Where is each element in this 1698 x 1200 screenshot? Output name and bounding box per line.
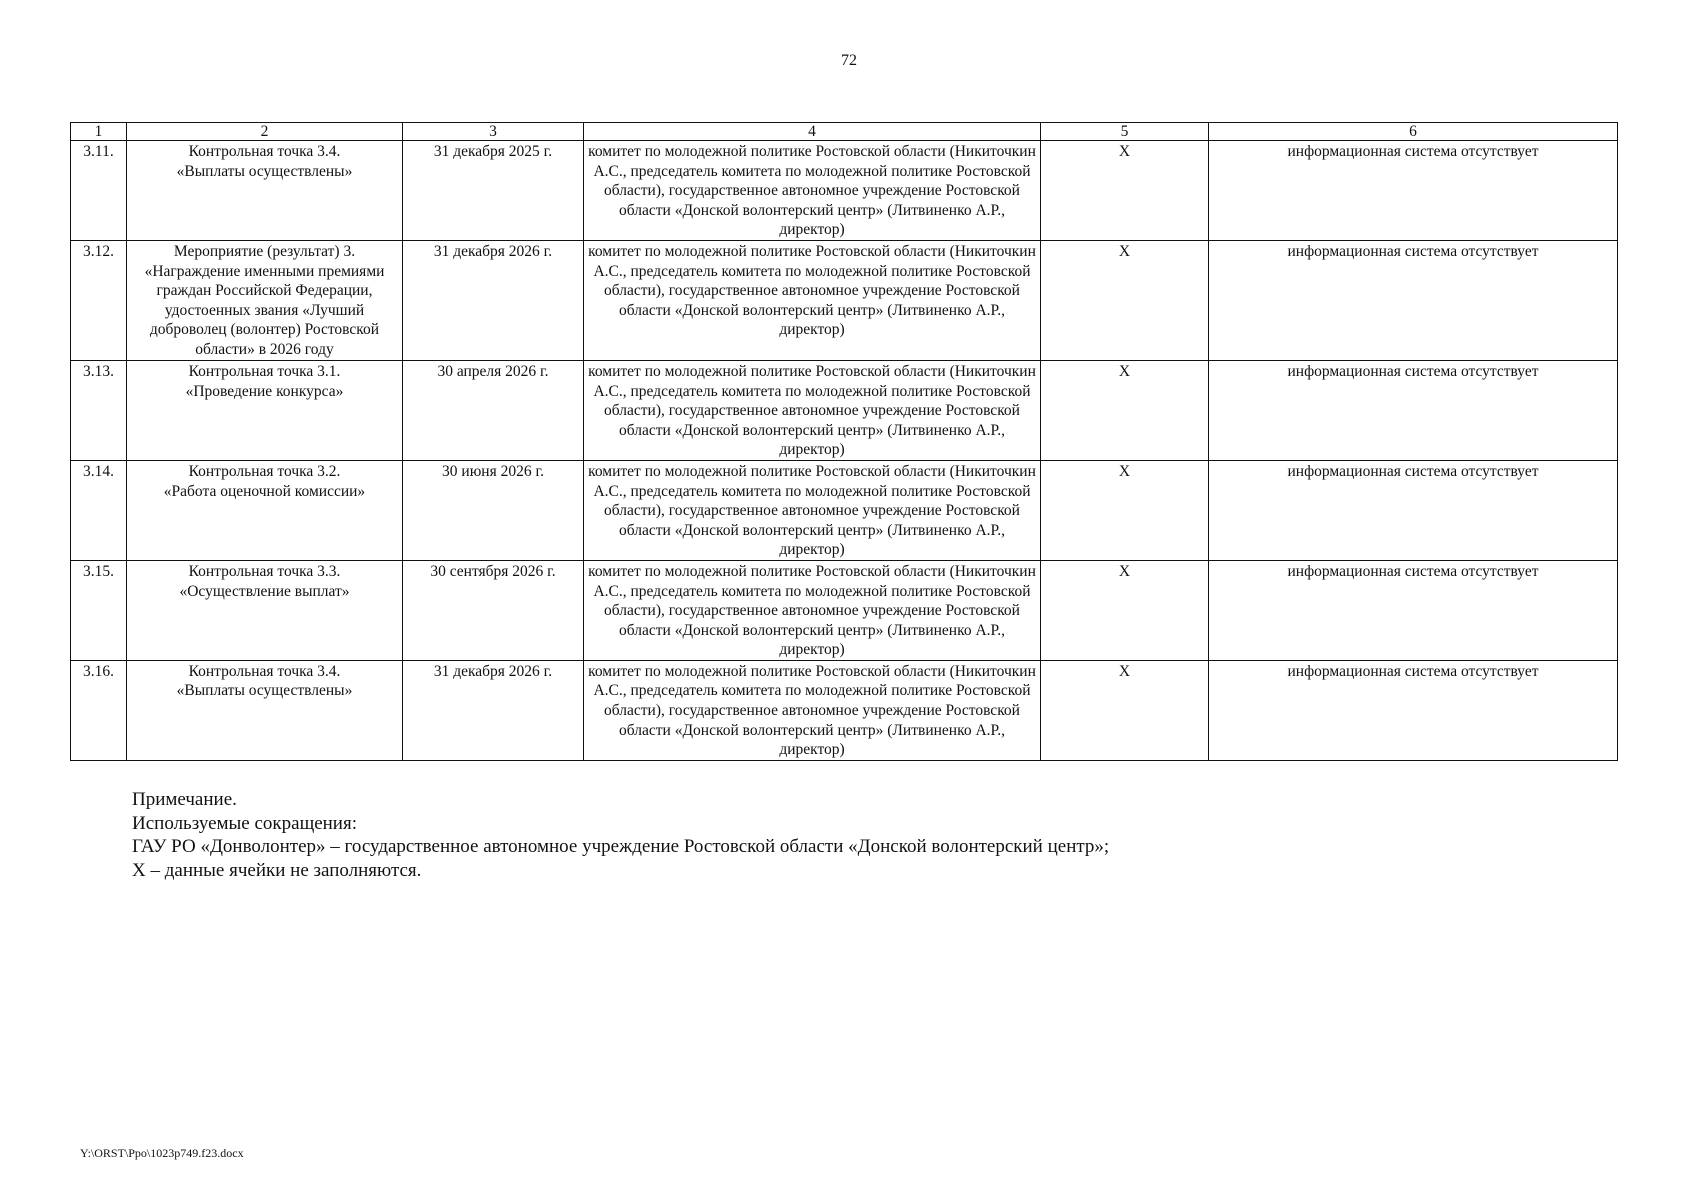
table-row: [71, 460, 1618, 560]
event-name-cell: Контрольная точка 3.3. «Осуществление выплат»: [127, 560, 403, 660]
row-number-cell: 3.11.: [71, 141, 127, 241]
responsible-cell: комитет по молодежной политике Ростовской области (Никиточкин А.С., председатель комитета по молодежной политике Ростовской области), государственное автономное учреждение Ростовской области «Донской волонтерский центр» (Литвиненко А.Р., директор): [584, 460, 1041, 560]
info-system-cell: информационная система отсутствует: [1209, 560, 1618, 660]
abbreviations-heading: Используемые сокращения:: [132, 812, 357, 834]
responsible-cell: комитет по молодежной политике Ростовской области (Никиточкин А.С., председатель комитета по молодежной политике Ростовской области), государственное автономное учреждение Ростовской области «Донской волонтерский центр» (Литвиненко А.Р., директор): [584, 360, 1041, 460]
deadline-cell: 31 декабря 2026 г.: [403, 240, 584, 360]
file-path-footer: Y:\ORST\Ppo\1023p749.f23.docx: [80, 1146, 244, 1160]
mark-cell: X: [1041, 560, 1209, 660]
row-number-cell: 3.13.: [71, 360, 127, 460]
info-system-cell: информационная система отсутствует: [1209, 460, 1618, 560]
column-header: 3: [403, 123, 584, 141]
info-system-cell: информационная система отсутствует: [1209, 141, 1618, 241]
event-name-cell: Мероприятие (результат) 3. «Награждение именными премиями граждан Российской Федерации, удостоенных звания «Лучший доброволец (волонтер) Ростовской области» в 2026 году: [127, 240, 403, 360]
event-name-cell: Контрольная точка 3.2. «Работа оценочной комиссии»: [127, 460, 403, 560]
activity-table: [70, 122, 1618, 761]
abbreviation-line: ГАУ РО «Донволонтер» – государственное автономное учреждение Ростовской области «Донской волонтерский центр»;: [132, 836, 1110, 857]
page-number: 72: [841, 52, 857, 69]
column-header: 6: [1209, 123, 1618, 141]
event-name-cell: Контрольная точка 3.1. «Проведение конкурса»: [127, 360, 403, 460]
table-row: [71, 660, 1618, 760]
column-header: 2: [127, 123, 403, 141]
row-number-cell: 3.16.: [71, 660, 127, 760]
table-row: [71, 141, 1618, 241]
deadline-cell: 31 декабря 2026 г.: [403, 660, 584, 760]
abbreviation-line: X – данные ячейки не заполняются.: [132, 859, 422, 881]
table-row: [71, 560, 1618, 660]
deadline-cell: 30 апреля 2026 г.: [403, 360, 584, 460]
deadline-cell: 30 сентября 2026 г.: [403, 560, 584, 660]
mark-cell: X: [1041, 460, 1209, 560]
row-number-cell: 3.14.: [71, 460, 127, 560]
column-header: 4: [584, 123, 1041, 141]
notes-section: [132, 788, 1109, 882]
table-header-row: [71, 123, 1618, 141]
info-system-cell: информационная система отсутствует: [1209, 660, 1618, 760]
mark-cell: X: [1041, 141, 1209, 241]
table-row: [71, 360, 1618, 460]
table-row: [71, 240, 1618, 360]
row-number-cell: 3.12.: [71, 240, 127, 360]
column-header: 1: [71, 123, 127, 141]
column-header: 5: [1041, 123, 1209, 141]
responsible-cell: комитет по молодежной политике Ростовской области (Никиточкин А.С., председатель комитета по молодежной политике Ростовской области), государственное автономное учреждение Ростовской области «Донской волонтерский центр» (Литвиненко А.Р., директор): [584, 141, 1041, 241]
event-name-cell: Контрольная точка 3.4. «Выплаты осуществлены»: [127, 660, 403, 760]
responsible-cell: комитет по молодежной политике Ростовской области (Никиточкин А.С., председатель комитета по молодежной политике Ростовской области), государственное автономное учреждение Ростовской области «Донской волонтерский центр» (Литвиненко А.Р., директор): [584, 660, 1041, 760]
responsible-cell: комитет по молодежной политике Ростовской области (Никиточкин А.С., председатель комитета по молодежной политике Ростовской области), государственное автономное учреждение Ростовской области «Донской волонтерский центр» (Литвиненко А.Р., директор): [584, 560, 1041, 660]
deadline-cell: 30 июня 2026 г.: [403, 460, 584, 560]
mark-cell: X: [1041, 660, 1209, 760]
notes-title: Примечание.: [132, 789, 237, 810]
info-system-cell: информационная система отсутствует: [1209, 240, 1618, 360]
mark-cell: X: [1041, 360, 1209, 460]
info-system-cell: информационная система отсутствует: [1209, 360, 1618, 460]
event-name-cell: Контрольная точка 3.4. «Выплаты осуществлены»: [127, 141, 403, 241]
responsible-cell: комитет по молодежной политике Ростовской области (Никиточкин А.С., председатель комитета по молодежной политике Ростовской области), государственное автономное учреждение Ростовской области «Донской волонтерский центр» (Литвиненко А.Р., директор): [584, 240, 1041, 360]
mark-cell: X: [1041, 240, 1209, 360]
deadline-cell: 31 декабря 2025 г.: [403, 141, 584, 241]
row-number-cell: 3.15.: [71, 560, 127, 660]
